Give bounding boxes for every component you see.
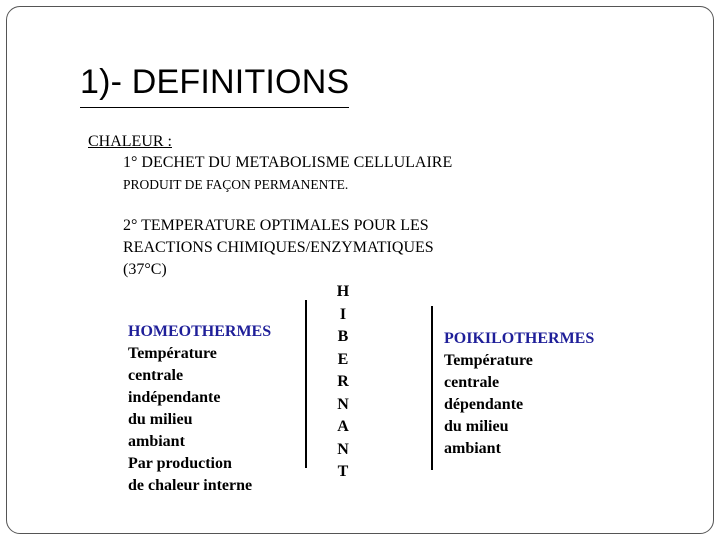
hibernant-letter: A <box>337 418 349 435</box>
divider-right <box>431 306 433 470</box>
homeothermes-line: Température <box>128 345 217 362</box>
homeothermes-line: Par production <box>128 455 232 472</box>
poikilothermes-line: ambiant <box>444 440 501 457</box>
homeothermes-line: de chaleur interne <box>128 477 253 494</box>
poikilothermes-line: du milieu <box>444 418 509 435</box>
point-2-line-3: (37°C) <box>123 261 167 278</box>
hibernant-letter: N <box>337 395 349 413</box>
hibernant-letter: I <box>339 305 347 323</box>
homeothermes-heading: HOMEOTHERMES <box>128 323 272 340</box>
section-heading-chaleur: CHALEUR : <box>88 133 172 150</box>
homeothermes-line: ambiant <box>128 433 185 450</box>
poikilothermes-line: centrale <box>444 374 500 391</box>
hibernant-letter: H <box>336 283 350 300</box>
hibernant-letter: E <box>337 350 349 368</box>
slide-title: 1)- DEFINITIONS <box>80 60 349 108</box>
poikilothermes-column <box>444 328 594 460</box>
homeothermes-line: du milieu <box>128 411 193 428</box>
hibernant-letter: R <box>337 373 349 390</box>
homeothermes-line: indépendante <box>128 389 221 406</box>
poikilothermes-line: dépendante <box>444 396 524 413</box>
homeothermes-line: centrale <box>128 367 184 384</box>
hibernant-vertical-text <box>334 281 352 484</box>
divider-left <box>305 300 307 468</box>
point-1-label: 1° DECHET DU METABOLISME CELLULAIRE <box>123 154 453 171</box>
homeothermes-column <box>128 321 271 497</box>
point-2-line-2: REACTIONS CHIMIQUES/ENZYMATIQUES <box>123 239 434 256</box>
point-1-detail: PRODUIT DE FAÇON PERMANENTE. <box>123 177 349 192</box>
poikilothermes-line: Température <box>444 352 533 369</box>
hibernant-letter: N <box>337 440 349 458</box>
hibernant-letter: T <box>337 463 349 480</box>
point-2-line-1: 2° TEMPERATURE OPTIMALES POUR LES <box>123 217 429 234</box>
poikilothermes-heading: POIKILOTHERMES <box>444 330 595 347</box>
hibernant-letter: B <box>337 328 349 345</box>
